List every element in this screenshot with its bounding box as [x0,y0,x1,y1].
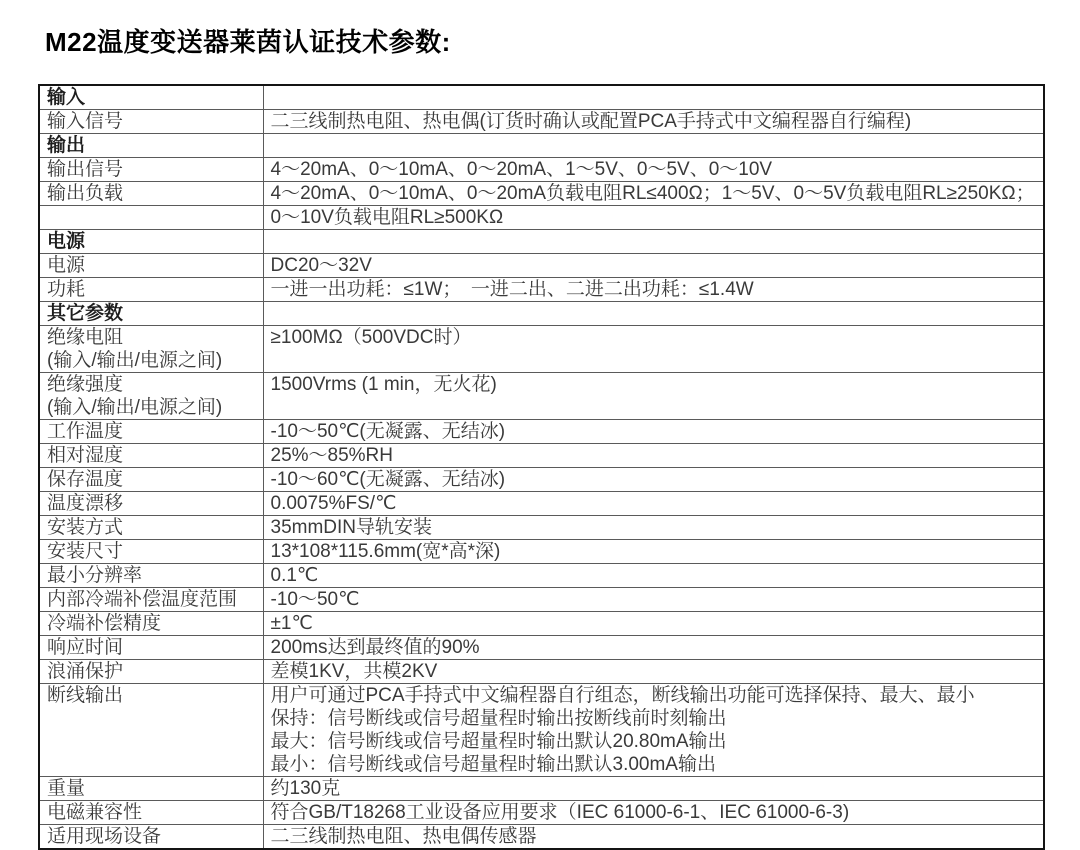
param-value-line: -10～60℃(无凝露、无结冰) [270,469,506,490]
param-value-cell [263,588,1044,612]
section-label-cell: 输出 [39,134,263,158]
param-name-line: 浪涌保护 [47,661,124,682]
param-name-cell [39,660,263,684]
param-value-line: 差模1KV，共模2KV [270,661,438,682]
param-name-line: 相对湿度 [47,445,124,466]
param-value-cell [263,254,1044,278]
param-name-cell [39,540,263,564]
param-value-cell [263,444,1044,468]
param-value-line: DC20～32V [270,255,372,276]
param-name-line: (输入/输出/电源之间) [47,397,223,418]
param-name-cell [39,278,263,302]
param-name-cell [39,516,263,540]
table-row [39,110,1044,134]
page-title: M22温度变送器莱茵认证技术参数: [45,27,451,57]
param-name-cell [39,444,263,468]
param-name-line: 安装方式 [47,517,124,538]
param-value-line: 0.0075%FS/℃ [270,493,397,514]
param-name-cell [39,182,263,206]
param-value-line: 保持：信号断线或信号超量程时输出按断线前时刻输出 [270,708,727,729]
table-row [39,636,1044,660]
param-value-line: 25%～85%RH [270,445,393,466]
param-value-line: 最大：信号断线或信号超量程时输出默认20.80mA输出 [270,731,727,752]
param-value-cell [263,206,1044,230]
param-name-cell [39,564,263,588]
table-row [39,612,1044,636]
param-name-line: 输入信号 [47,111,124,132]
section-label-cell: 电源 [39,230,263,254]
table-row [39,420,1044,444]
param-name-line: 最小分辨率 [47,565,143,586]
param-name-cell [39,588,263,612]
param-value-line: 用户可通过PCA手持式中文编程器自行组态，断线输出功能可选择保持、最大、最小 [270,685,975,706]
table-row [39,254,1044,278]
section-row [39,230,1044,254]
param-value-cell [263,684,1044,777]
param-name-line: 安装尺寸 [47,541,124,562]
param-value-line: 13*108*115.6mm(宽*高*深) [270,541,501,562]
param-value-line: ≥100MΩ（500VDC时） [270,327,472,348]
param-name-line: 冷端补偿精度 [47,613,162,634]
param-value-line: 35mmDIN导轨安装 [270,517,433,538]
table-row [39,182,1044,206]
param-value-line: 符合GB/T18268工业设备应用要求（IEC 61000-6-1、IEC 61000-6-3) [270,802,850,823]
param-value-cell [263,468,1044,492]
table-row [39,540,1044,564]
table-row [39,684,1044,777]
param-value-line: ±1℃ [270,613,313,634]
param-value-cell [263,110,1044,134]
param-name-cell [39,777,263,801]
param-name-line [47,206,263,229]
param-name-line: 输出负载 [47,183,124,204]
param-name-line: 适用现场设备 [47,826,162,847]
param-value-cell [263,612,1044,636]
param-value-cell [263,158,1044,182]
section-row [39,302,1044,326]
table-row [39,564,1044,588]
param-name-cell [39,468,263,492]
param-value-line: 二三线制热电阻、热电偶传感器 [270,826,537,847]
param-value-cell [263,801,1044,825]
param-value-cell [263,636,1044,660]
param-name-cell [39,612,263,636]
table-row [39,588,1044,612]
section-empty-cell [263,134,1044,158]
param-value-line: 0～10V负载电阻RL≥500KΩ [270,207,504,228]
table-row [39,158,1044,182]
section-empty-cell [263,230,1044,254]
param-value-cell [263,373,1044,420]
section-empty-cell [263,85,1044,110]
param-value-cell [263,492,1044,516]
param-value-cell [263,516,1044,540]
param-name-line: 温度漂移 [47,493,124,514]
param-value-line: 二三线制热电阻、热电偶(订货时确认或配置PCA手持式中文编程器自行编程) [270,111,912,132]
param-name-cell [39,373,263,420]
param-name-line: 功耗 [47,279,86,300]
param-value-cell [263,278,1044,302]
param-name-cell [39,636,263,660]
param-value-line: 4～20mA、0～10mA、0～20mA、1～5V、0～5V、0～10V [270,159,773,180]
param-value-line: 1500Vrms (1 min，无火花) [270,374,497,395]
param-name-cell [39,492,263,516]
section-label-cell: 输入 [39,85,263,110]
table-row [39,468,1044,492]
param-value-line: -10～50℃(无凝露、无结冰) [270,421,506,442]
param-name-cell [39,110,263,134]
param-value-cell [263,660,1044,684]
param-name-line: 绝缘强度 [47,374,124,395]
section-label-cell: 其它参数 [39,302,263,326]
table-row [39,777,1044,801]
param-value-line: 一进一出功耗：≤1W； 一进二出、二进二出功耗：≤1.4W [270,279,754,300]
section-empty-cell [263,302,1044,326]
table-row [39,326,1044,373]
param-name-cell [39,206,263,230]
param-name-line: (输入/输出/电源之间) [47,350,223,371]
param-name-line: 输出信号 [47,159,124,180]
param-value-cell [263,540,1044,564]
param-name-line: 工作温度 [47,421,124,442]
param-value-line: -10～50℃ [270,589,360,610]
table-row [39,660,1044,684]
param-value-cell [263,777,1044,801]
table-row [39,516,1044,540]
param-name-line: 电源 [47,255,86,276]
param-name-line: 断线输出 [47,685,124,706]
table-row [39,373,1044,420]
param-name-line: 重量 [47,778,86,799]
param-value-line: 4～20mA、0～10mA、0～20mA负载电阻RL≤400Ω；1～5V、0～5V负载电阻RL≥250KΩ； [270,183,1035,204]
param-name-line: 绝缘电阻 [47,327,124,348]
table-row [39,206,1044,230]
param-name-cell [39,420,263,444]
param-name-line: 保存温度 [47,469,124,490]
param-name-cell [39,801,263,825]
table-row [39,801,1044,825]
param-name-cell [39,158,263,182]
table-row [39,825,1044,850]
param-name-line: 电磁兼容性 [47,802,143,823]
param-name-cell [39,326,263,373]
table-row [39,492,1044,516]
param-value-line: 最小：信号断线或信号超量程时输出默认3.00mA输出 [270,754,716,775]
param-name-cell [39,254,263,278]
spec-table-body [39,85,1044,849]
param-value-cell [263,825,1044,850]
param-value-cell [263,326,1044,373]
param-value-line: 0.1℃ [270,565,319,586]
param-value-line: 约130克 [270,778,341,799]
section-row [39,85,1044,110]
table-row [39,278,1044,302]
table-row [39,444,1044,468]
param-value-cell [263,420,1044,444]
param-name-cell [39,684,263,777]
section-row [39,134,1044,158]
param-value-line: 200ms达到最终值的90% [270,637,480,658]
param-name-line: 内部冷端补偿温度范围 [47,589,238,610]
param-name-cell [39,825,263,850]
param-value-cell [263,564,1044,588]
param-value-cell [263,182,1044,206]
param-name-line: 响应时间 [47,637,124,658]
spec-table [38,84,1045,850]
